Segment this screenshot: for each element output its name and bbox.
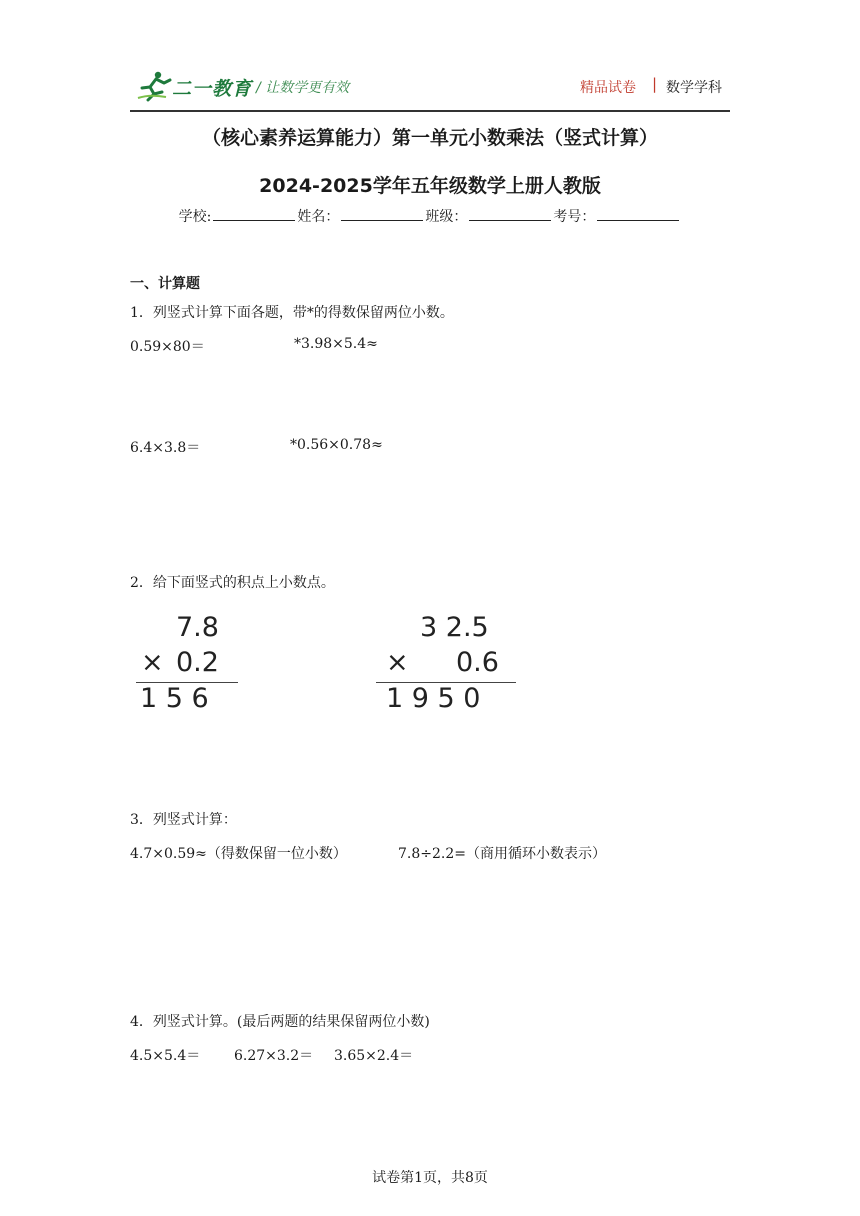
q4-expr-1: 4.5×5.4＝ <box>130 1048 201 1064</box>
question-1: 1．列竖式计算下面各题，带*的得数保留两位小数。 <box>130 305 454 321</box>
info-fields <box>0 206 860 226</box>
calc-b-multiplicand: 3 2.5 <box>420 612 489 643</box>
calc-a-multiplier: 0.2 <box>176 647 219 678</box>
vertical-calc-b <box>376 612 526 722</box>
q3-expr-2: 7.8÷2.2=（商用循环小数表示） <box>398 846 606 862</box>
calc-b-multiplier: 0.6 <box>456 647 499 678</box>
question-3: 3．列竖式计算： <box>130 812 237 828</box>
page-title: （核心素养运算能力）第一单元小数乘法（竖式计算） <box>201 127 658 149</box>
section-heading: 一、计算题 <box>130 276 200 292</box>
q3-expr-1: 4.7×0.59≈（得数保留一位小数） <box>130 846 347 862</box>
name-label: 姓名： <box>297 209 340 225</box>
q4-expr-3: 3.65×2.4＝ <box>334 1048 414 1064</box>
slogan: / 让数学更有效 <box>256 80 350 96</box>
page-footer: 试卷第1页，共8页 <box>372 1170 488 1186</box>
name-blank[interactable] <box>341 208 423 221</box>
logo-text: 二一教育 <box>172 78 253 100</box>
calc-b-result: 1 9 5 0 <box>386 683 481 714</box>
exam-no-blank[interactable] <box>597 208 679 221</box>
q1-expr-2: *3.98×5.4≈ <box>294 336 378 352</box>
class-label: 班级： <box>425 209 468 225</box>
q1-expr-3: 6.4×3.8＝ <box>130 440 201 456</box>
badge-subject: 数学学科 <box>666 80 722 96</box>
badge-premium: 精品试卷 <box>580 80 636 96</box>
exam-no-label: 考号： <box>553 209 596 225</box>
question-2: 2．给下面竖式的积点上小数点。 <box>130 575 335 591</box>
question-4: 4．列竖式计算。(最后两题的结果保留两位小数) <box>130 1014 430 1030</box>
q4-expr-2: 6.27×3.2＝ <box>234 1048 314 1064</box>
page-subtitle: 2024-2025学年五年级数学上册人教版 <box>259 175 601 197</box>
q1-expr-1: 0.59×80＝ <box>130 339 205 355</box>
vertical-calc-a <box>136 612 246 722</box>
school-label: 学校: <box>178 209 212 225</box>
q1-expr-4: *0.56×0.78≈ <box>290 437 383 453</box>
calc-a-operator: × <box>141 647 164 678</box>
school-blank[interactable] <box>213 208 295 221</box>
class-blank[interactable] <box>469 208 551 221</box>
header-divider <box>130 110 730 112</box>
header-separator: | <box>652 75 658 93</box>
calc-a-multiplicand: 7.8 <box>176 612 219 643</box>
calc-b-operator: × <box>386 647 409 678</box>
calc-a-result: 1 5 6 <box>140 683 209 714</box>
